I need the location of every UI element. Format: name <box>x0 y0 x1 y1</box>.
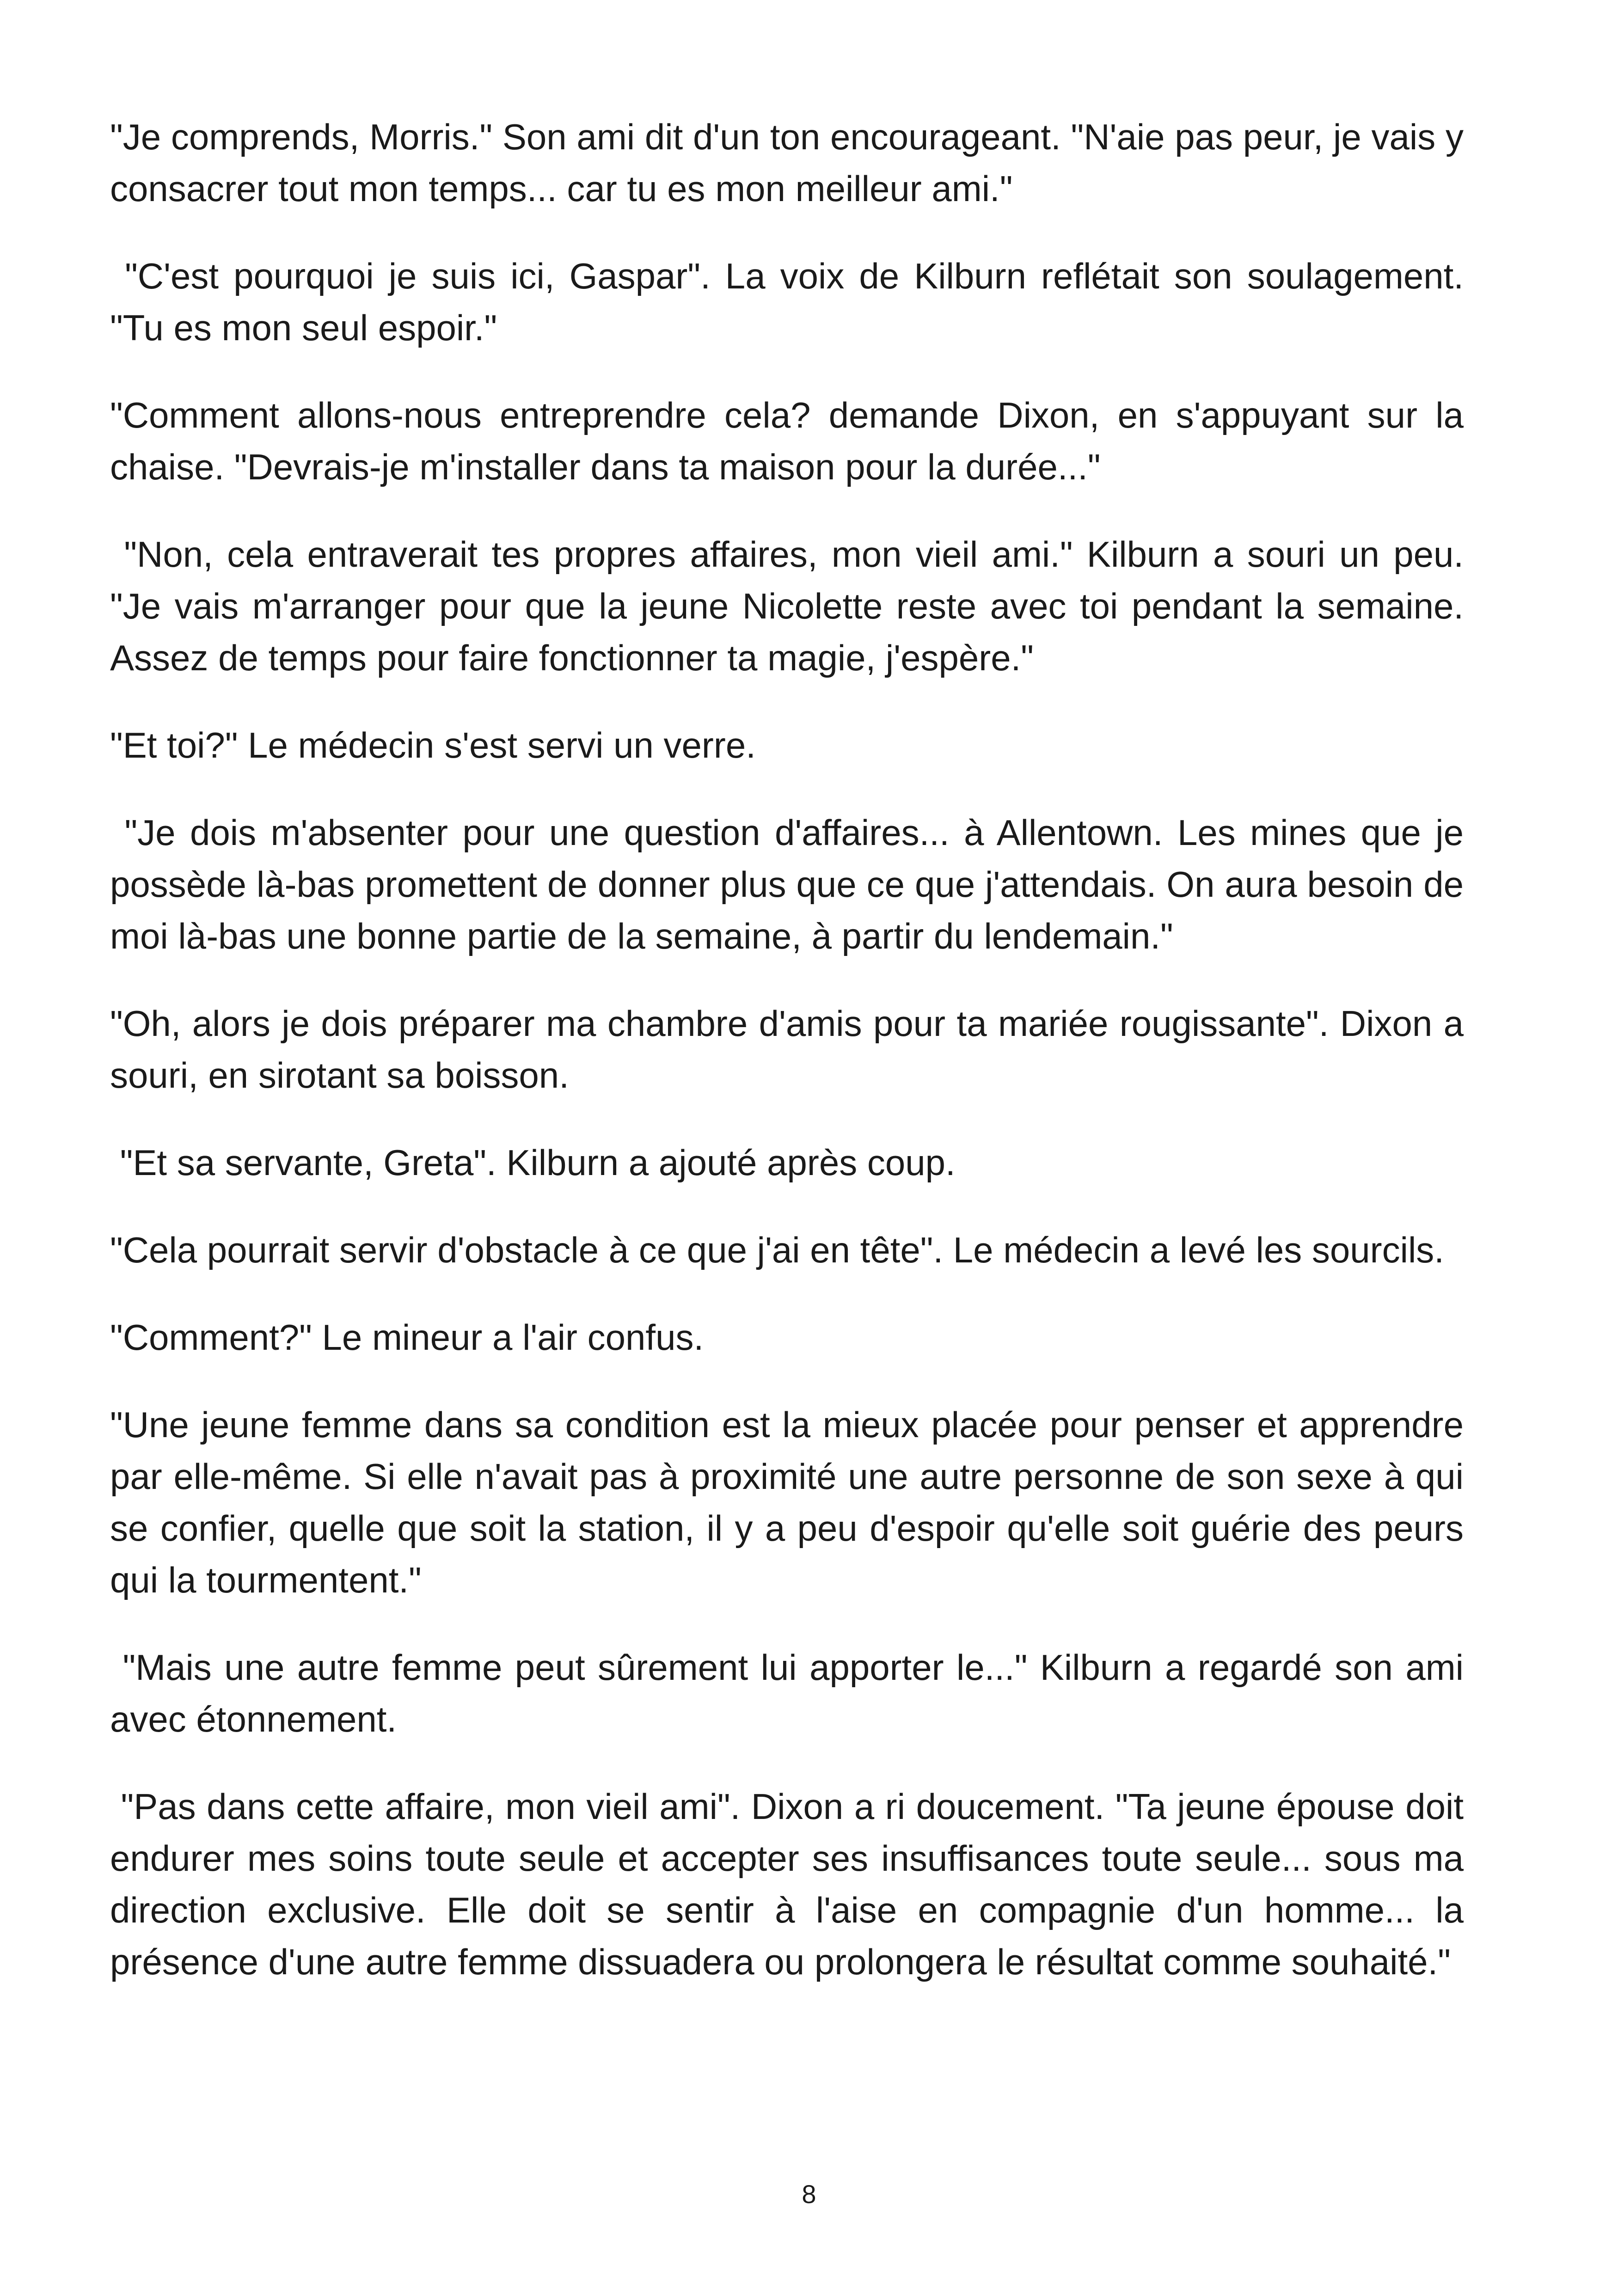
paragraph: "Et sa servante, Greta". Kilburn a ajouté après coup. <box>110 1142 956 1183</box>
paragraph: "Je comprends, Morris." Son ami dit d'un ton encourageant. "N'aie pas peur, je vais y consacrer tout mon temps... car tu es mon meilleur ami." <box>110 116 1474 209</box>
paragraph: "Une jeune femme dans sa condition est la mieux placée pour penser et apprendre par elle-même. Si elle n'avait pas à proximité une autre personne de son sexe à qui se confier, quelle que soit la station, il y a peu d'espoir qu'elle soit guérie des peurs qui la tourmentent." <box>110 1404 1474 1600</box>
body-text <box>110 111 1474 2023</box>
paragraph: "Et toi?" Le médecin s'est servi un verre. <box>110 725 756 765</box>
page-number: 8 <box>802 2180 816 2209</box>
paragraph: "C'est pourquoi je suis ici, Gaspar". La voix de Kilburn reflétait son soulagement. "Tu es mon seul espoir." <box>110 256 1474 348</box>
paragraph: "Comment allons-nous entreprendre cela? demande Dixon, en s'appuyant sur la chaise. "Devrais-je m'installer dans ta maison pour la durée..." <box>110 395 1474 487</box>
paragraph: "Mais une autre femme peut sûrement lui apporter le..." Kilburn a regardé son ami avec étonnement. <box>110 1647 1474 1739</box>
paragraph: "Oh, alors je dois préparer ma chambre d'amis pour ta mariée rougissante". Dixon a souri, en sirotant sa boisson. <box>110 1003 1474 1096</box>
paragraph: "Pas dans cette affaire, mon vieil ami". Dixon a ri doucement. "Ta jeune épouse doit endurer mes soins toute seule et accepter ses insuffisances toute seule... sous ma direction exclusive. Elle doit se sentir à l'aise en compagnie d'un homme... la présence d'une autre femme dissuadera ou prolongera le résultat comme souhaité." <box>110 1786 1474 1982</box>
paragraph: "Comment?" Le mineur a l'air confus. <box>110 1317 704 1358</box>
paragraph: "Je dois m'absenter pour une question d'affaires... à Allentown. Les mines que je possède là-bas promettent de donner plus que ce que j'attendais. On aura besoin de moi là-bas une bonne partie de la semaine, à partir du lendemain." <box>110 812 1474 956</box>
paragraph: "Cela pourrait servir d'obstacle à ce que j'ai en tête". Le médecin a levé les sourcils. <box>110 1230 1444 1270</box>
paragraph: "Non, cela entraverait tes propres affaires, mon vieil ami." Kilburn a souri un peu. "Je vais m'arranger pour que la jeune Nicolette reste avec toi pendant la semaine. Assez de temps pour faire fonctionner ta magie, j'espère." <box>110 534 1474 678</box>
